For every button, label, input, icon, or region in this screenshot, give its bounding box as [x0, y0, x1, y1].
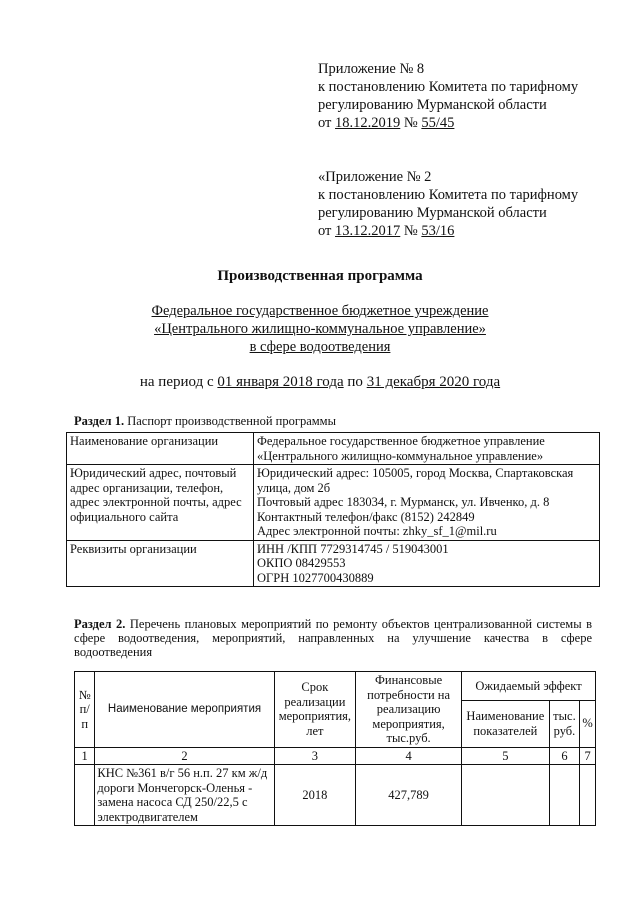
header-finance: Финансовые потребности на реализацию мероприятия, тыс.руб. [356, 672, 462, 748]
col-number: 5 [462, 747, 550, 765]
appendix-2-line-3: регулированию Мурманской области [318, 205, 547, 221]
section-1-text: Паспорт производственной программы [124, 414, 336, 428]
row-rub [549, 765, 580, 826]
appendix-8-line-3: регулированию Мурманской области [318, 97, 547, 113]
period-start: 01 января 2018 года [217, 374, 344, 390]
passport-value-line: ОГРН 1027700430889 [257, 570, 374, 585]
subtitle-line-2: «Центрального жилищно-коммунальное управление» [154, 321, 486, 337]
appendix-8-date-prefix: от [318, 115, 336, 131]
row-finance: 427,789 [356, 765, 462, 826]
col-number: 3 [274, 747, 355, 765]
appendix-2-line-2: к постановлению Комитета по тарифному [318, 187, 579, 203]
passport-value-line: Федеральное государственное бюджетное управление [257, 434, 545, 448]
row-num [75, 765, 95, 826]
passport-value-line: ОКПО 08429553 [257, 556, 346, 570]
appendix-8-line-2: к постановлению Комитета по тарифному [318, 79, 579, 95]
header-thousand-rub: тыс. руб. [549, 700, 580, 747]
appendix-2-title: «Приложение № 2 [318, 169, 432, 185]
passport-row-requisites [67, 540, 600, 587]
passport-value-line: Почтовый адрес 183034, г. Мурманск, ул. Ивченко, д. 8 [257, 495, 550, 509]
header-term: Срок реализации мероприятия, лет [274, 672, 355, 748]
period-line [0, 373, 640, 391]
passport-row-label: Юридический адрес, почтовый адрес организации, телефон, адрес электронной почты, адрес официального сайта [67, 465, 254, 541]
header-name: Наименование мероприятия [95, 672, 274, 748]
page-title: Производственная программа [217, 268, 423, 284]
passport-row-value [254, 540, 600, 587]
measures-table [74, 671, 596, 826]
section-1-label: Раздел 1. [74, 414, 125, 428]
appendix-8-date: 18.12.2019 [335, 115, 401, 131]
measures-column-numbers [75, 747, 596, 765]
passport-row-label: Реквизиты организации [67, 540, 254, 587]
passport-row-label: Наименование организации [67, 433, 254, 465]
row-term: 2018 [274, 765, 355, 826]
header-num: № п/п [75, 672, 95, 748]
row-indicator [462, 765, 550, 826]
appendix-2-number: 53/16 [421, 223, 455, 239]
passport-row-value [254, 465, 600, 541]
col-number: 2 [95, 747, 274, 765]
period-middle: по [343, 374, 367, 390]
appendix-2-block [318, 168, 578, 240]
appendix-8-block [318, 60, 578, 132]
passport-value-line: ИНН /КПП 7729314745 / 519043001 [257, 541, 449, 556]
section-2-heading [74, 617, 592, 659]
passport-value-line: «Центрального жилищно-коммунальное управление» [257, 448, 544, 463]
col-number: 4 [356, 747, 462, 765]
col-number: 7 [580, 747, 596, 765]
header-indicator-name: Наименование показателей [462, 700, 550, 747]
passport-value-line: Юридический адрес: 105005, город Москва, Спартаковская улица, дом 2б [257, 466, 574, 495]
col-number: 6 [549, 747, 580, 765]
passport-value-line: Адрес электронной почты: zhky_sf_1@mil.ru [257, 524, 497, 538]
appendix-2-number-sign: № [400, 223, 422, 239]
row-pct [580, 765, 596, 826]
appendix-8-title: Приложение № 8 [318, 61, 425, 77]
period-prefix: на период с [139, 374, 218, 390]
section-1-heading [74, 414, 336, 428]
appendix-2-date: 13.12.2017 [335, 223, 401, 239]
period-end: 31 декабря 2020 года [366, 374, 501, 390]
subtitle-line-3: в сфере водоотведения [249, 339, 391, 355]
section-2-label: Раздел 2. [74, 617, 126, 631]
appendix-8-number-sign: № [400, 115, 422, 131]
passport-row-org-name [67, 433, 600, 465]
header-effect: Ожидаемый эффект [462, 672, 596, 701]
col-number: 1 [75, 747, 95, 765]
measures-header-row-1 [75, 672, 596, 701]
subtitle-line-1: Федеральное государственное бюджетное учреждение [151, 303, 489, 319]
appendix-8-date-line [318, 114, 578, 132]
section-2-text: Перечень плановых мероприятий по ремонту объектов централизованной системы в сфере водоотведения, мероприятий, направленных на улучшение качества в сфере водоотведения [74, 617, 592, 659]
subtitle-block [0, 302, 640, 356]
passport-value-line: Контактный телефон/факс (8152) 242849 [257, 509, 475, 524]
passport-table [66, 432, 600, 587]
header-percent: % [580, 700, 596, 747]
appendix-2-date-line [318, 222, 578, 240]
appendix-2-date-prefix: от [318, 223, 336, 239]
passport-row-value [254, 433, 600, 465]
table-row [75, 765, 596, 826]
passport-row-address [67, 465, 600, 541]
row-name: КНС №361 в/г 56 н.п. 27 км ж/д дороги Мончегорск-Оленья - замена насоса СД 250/22,5 с электродвигателем [95, 765, 274, 826]
appendix-8-number: 55/45 [421, 115, 455, 131]
